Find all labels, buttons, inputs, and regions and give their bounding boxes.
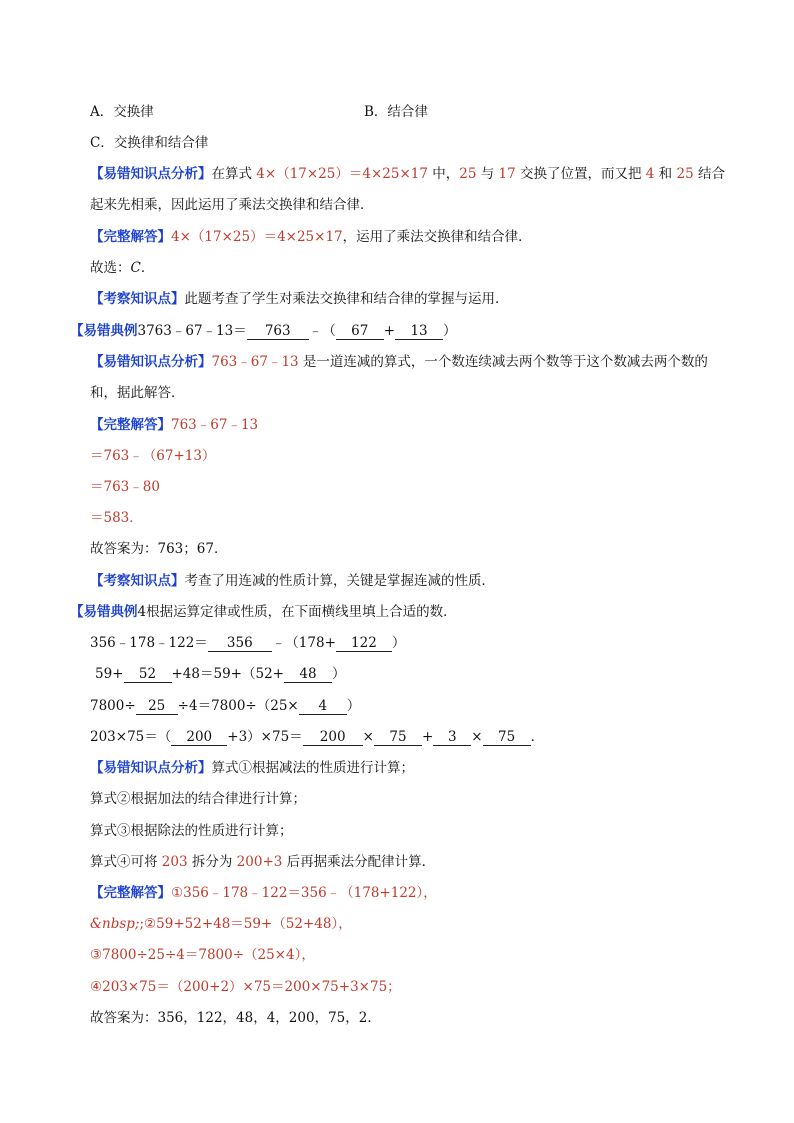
q5-answer-line-2	[90, 915, 352, 933]
text: ）	[346, 698, 361, 714]
blank[interactable]: 200	[171, 729, 227, 746]
text: 59+	[95, 666, 124, 682]
text: 故选：	[90, 260, 131, 276]
q3-knowledge	[90, 290, 509, 308]
answer-tag: 【完整解答】	[90, 885, 171, 901]
formula: 763﹣67﹣13	[211, 354, 299, 370]
knowledge-tag: 【考察知识点】	[90, 573, 185, 589]
text: ）	[443, 323, 457, 339]
analysis-tag: 【易错知识点分析】	[90, 760, 212, 776]
q4-knowledge	[90, 572, 495, 590]
text: 与	[476, 166, 499, 182]
q4-step-1: ＝763﹣（67+13）	[90, 448, 216, 464]
text: ×	[362, 729, 374, 745]
analysis-tag: 【易错知识点分析】	[90, 166, 212, 182]
answer-tag: 【完整解答】	[90, 229, 171, 245]
text: 拆分为	[187, 854, 237, 870]
text: 算式④可将	[90, 854, 162, 870]
text: +48＝59+（52+	[171, 666, 284, 682]
text: 是一道连减的算式，一个数连续减去两个数等于这个数减去两个数的	[298, 354, 708, 370]
formula: 763﹣67﹣13	[171, 417, 259, 433]
q5-example-line	[70, 603, 457, 621]
text: +3）×75＝	[227, 729, 303, 745]
q4-example-line	[70, 322, 457, 340]
blank[interactable]: 4	[299, 698, 347, 715]
q5-final-answer: 故答案为：356，122，48，4，200，75，2．	[90, 1010, 381, 1026]
text: 和	[654, 166, 677, 182]
choice-value: C	[130, 260, 141, 276]
text: 根据运算定律或性质，在下面横线里填上合适的数．	[146, 604, 457, 620]
number: 25	[676, 166, 694, 182]
q4-analysis-line-1	[90, 353, 708, 371]
blank[interactable]: 356	[208, 635, 272, 652]
blank[interactable]: 3	[433, 729, 471, 746]
q3-choice	[90, 259, 154, 277]
blank[interactable]: 122	[336, 635, 392, 652]
text: +	[383, 323, 396, 339]
blank[interactable]: 75	[483, 729, 531, 746]
q3-analysis-line-2: 起来先相乘，因此运用了乘法交换律和结合律．	[90, 197, 374, 213]
formula: ①356﹣178﹣122＝356﹣（178+122），	[171, 885, 437, 901]
text: 7800÷	[90, 698, 136, 714]
option-a: A．交换律	[90, 104, 154, 120]
number: 200+3	[236, 854, 283, 870]
text: ，运用了乘法交换律和结合律．	[342, 229, 532, 245]
example-tag: 【易错典例	[70, 323, 138, 339]
q4-step-3: ＝583．	[90, 510, 143, 526]
text: ．	[530, 729, 545, 745]
q4-step-2: ＝763﹣80	[90, 479, 160, 495]
q5-answer-line-1	[90, 884, 437, 902]
number: 25	[459, 166, 477, 182]
option-c: C．交换律和结合律	[90, 135, 209, 151]
text: +	[421, 729, 434, 745]
text: 在算式	[211, 166, 257, 182]
text: ．	[140, 260, 155, 276]
text: 中，	[427, 166, 460, 182]
text: 此题考查了学生对乘法交换律和结合律的掌握与运用．	[184, 291, 509, 307]
answer-tag: 【完整解答】	[90, 417, 171, 433]
number: 203	[161, 854, 188, 870]
q5-equation-3	[90, 697, 360, 715]
q5-analysis-line-3: 算式③根据除法的性质进行计算；	[90, 823, 293, 839]
q5-answer-line-4: ④203×75＝（200+2）×75＝200×75+3×75；	[90, 979, 401, 995]
option-b: B．结合律	[364, 104, 428, 120]
knowledge-tag: 【考察知识点】	[90, 291, 185, 307]
text: 考查了用连减的性质计算，关键是掌握连减的性质．	[184, 573, 495, 589]
example-number: 4	[137, 604, 147, 620]
text: 203×75＝（	[90, 729, 172, 745]
q4-analysis-line-2: 和，据此解答．	[90, 385, 185, 401]
q5-equation-4	[90, 728, 544, 746]
text: 3763﹣67﹣13＝	[137, 323, 247, 339]
number: 4	[645, 166, 655, 182]
text: ）	[391, 635, 406, 651]
blank[interactable]: 200	[303, 729, 363, 746]
blank[interactable]: 67	[336, 323, 384, 340]
entity-text: &nbsp;	[90, 916, 140, 932]
q5-equation-2	[95, 665, 345, 683]
blank[interactable]: 13	[395, 323, 443, 340]
blank[interactable]: 48	[284, 666, 332, 683]
text: 356﹣178﹣122＝	[90, 635, 208, 651]
q3-analysis-line-1	[90, 165, 725, 183]
formula: 4×（17×25）＝4×25×17	[256, 166, 428, 182]
q5-answer-line-3: ③7800÷25÷4＝7800÷（25×4），	[90, 947, 315, 963]
q5-analysis-line-2: 算式②根据加法的结合律进行计算；	[90, 791, 306, 807]
q5-analysis-line-4	[90, 853, 435, 871]
blank[interactable]: 25	[136, 698, 178, 715]
text: 后再据乘法分配律计算．	[282, 854, 436, 870]
analysis-tag: 【易错知识点分析】	[90, 354, 212, 370]
text: ）	[331, 666, 346, 682]
text: 结合	[693, 166, 725, 182]
formula: ;②59+52+48＝59+（52+48），	[139, 916, 352, 932]
q3-answer-line	[90, 228, 532, 246]
text: ﹣（	[308, 323, 336, 339]
number: 17	[498, 166, 516, 182]
text: 算式①根据减法的性质进行计算；	[211, 760, 414, 776]
blank[interactable]: 763	[247, 323, 309, 340]
q4-answer-line	[90, 416, 258, 434]
blank[interactable]: 52	[124, 666, 172, 683]
text: ﹣（178+	[271, 635, 336, 651]
q5-equation-1	[90, 634, 405, 652]
blank[interactable]: 75	[374, 729, 422, 746]
text: 交换了位置，而又把	[515, 166, 646, 182]
example-tag: 【易错典例	[70, 604, 138, 620]
text: ÷4＝7800÷（25×	[177, 698, 299, 714]
formula: 4×（17×25）＝4×25×17	[171, 229, 343, 245]
q5-analysis-line-1	[90, 759, 414, 777]
text: ×	[471, 729, 483, 745]
q4-final-answer: 故答案为：763；67．	[90, 541, 228, 557]
